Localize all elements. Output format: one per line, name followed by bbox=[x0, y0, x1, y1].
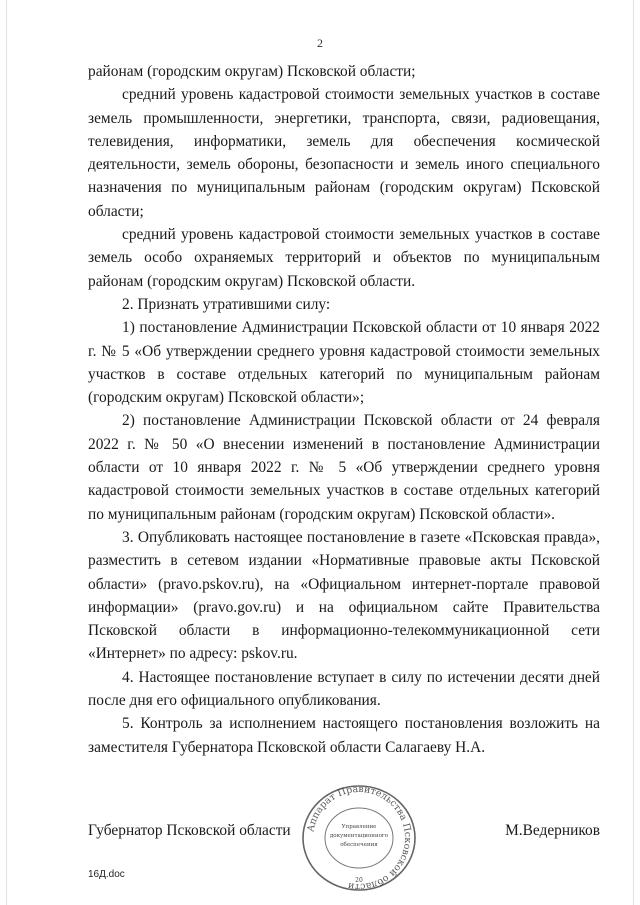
paragraph-item-2: 2. Признать утратившими силу: bbox=[122, 295, 331, 313]
stamp-inner-line-1: Управление bbox=[341, 824, 377, 830]
paragraph-item-4: 4. Настоящее постановление вступает в силу по истечении десяти дней после дня его официального опубликования. bbox=[88, 668, 600, 710]
official-stamp bbox=[296, 782, 422, 894]
scan-edge-left bbox=[6, 0, 7, 905]
stamp-outer-text: Аппарат Правительства Псковской области bbox=[305, 783, 414, 893]
paragraph-protected-lands: средний уровень кадастровой стоимости земельных участков в составе земель особо охраняемых территорий и объектов по муниципальным районам (городским округам) Псковской области. bbox=[88, 226, 600, 290]
paragraph-industry-lands: средний уровень кадастровой стоимости земельных участков в составе земель промышленности, энергетики, транспорта, связи, радиовещания, телевидения, информатики, земель для обеспечения космической деятельности, земель обороны, безопасности и земель иного специального назначения по муниципальным районам (городским округам) Псковской области; bbox=[88, 86, 600, 220]
paragraph-item-3: 3. Опубликовать настоящее постановление в газете «Псковская правда», разместить в сетевом издании «Нормативные правовые акты Псковской области» (pravo.pskov.ru), на «Официальном интернет-портале правовой информации» (pravo.gov.ru) и на официальном сайте Правительства Псковской области в информационно-телекоммуникационной сети «Интернет» по адресу: pskov.ru. bbox=[88, 528, 600, 663]
signature-position: Губернатор Псковской области bbox=[88, 822, 291, 839]
stamp-number: 20 bbox=[355, 877, 363, 884]
scan-edge-right bbox=[633, 0, 634, 905]
paragraph-item-2-1: 1) постановление Администрации Псковской области от 10 января 2022 г. № 5 «Об утверждении среднего уровня кадастровой стоимости земельных участков в составе отдельных категорий по муниципальным районам (городским округам) Псковской области»; bbox=[88, 319, 600, 407]
paragraph-continuation: районам (городским округам) Псковской области; bbox=[88, 63, 416, 80]
page-number: 2 bbox=[317, 36, 323, 50]
paragraph-item-5: 5. Контроль за исполнением настоящего постановления возложить на заместителя Губернатора Псковской области Салагаеву Н.А. bbox=[88, 715, 600, 756]
paragraph-item-2-2: 2) постановление Администрации Псковской области от 24 февраля 2022 г. № 50 «О внесении изменений в постановление Администрации области от 10 января 2022 г. № 5 «Об утверждении среднего уровня кадастровой стоимости земельных участков в составе отдельных категорий по муниципальным районам (городским округам) Псковской области». bbox=[88, 412, 600, 523]
stamp-inner-line-2: документационного bbox=[329, 833, 389, 839]
footer-filename: 16Д.doc bbox=[88, 869, 125, 880]
signature-name: М.Ведерников bbox=[505, 822, 600, 839]
stamp-inner-line-3: обеспечения bbox=[340, 842, 378, 848]
document-body bbox=[88, 60, 600, 759]
